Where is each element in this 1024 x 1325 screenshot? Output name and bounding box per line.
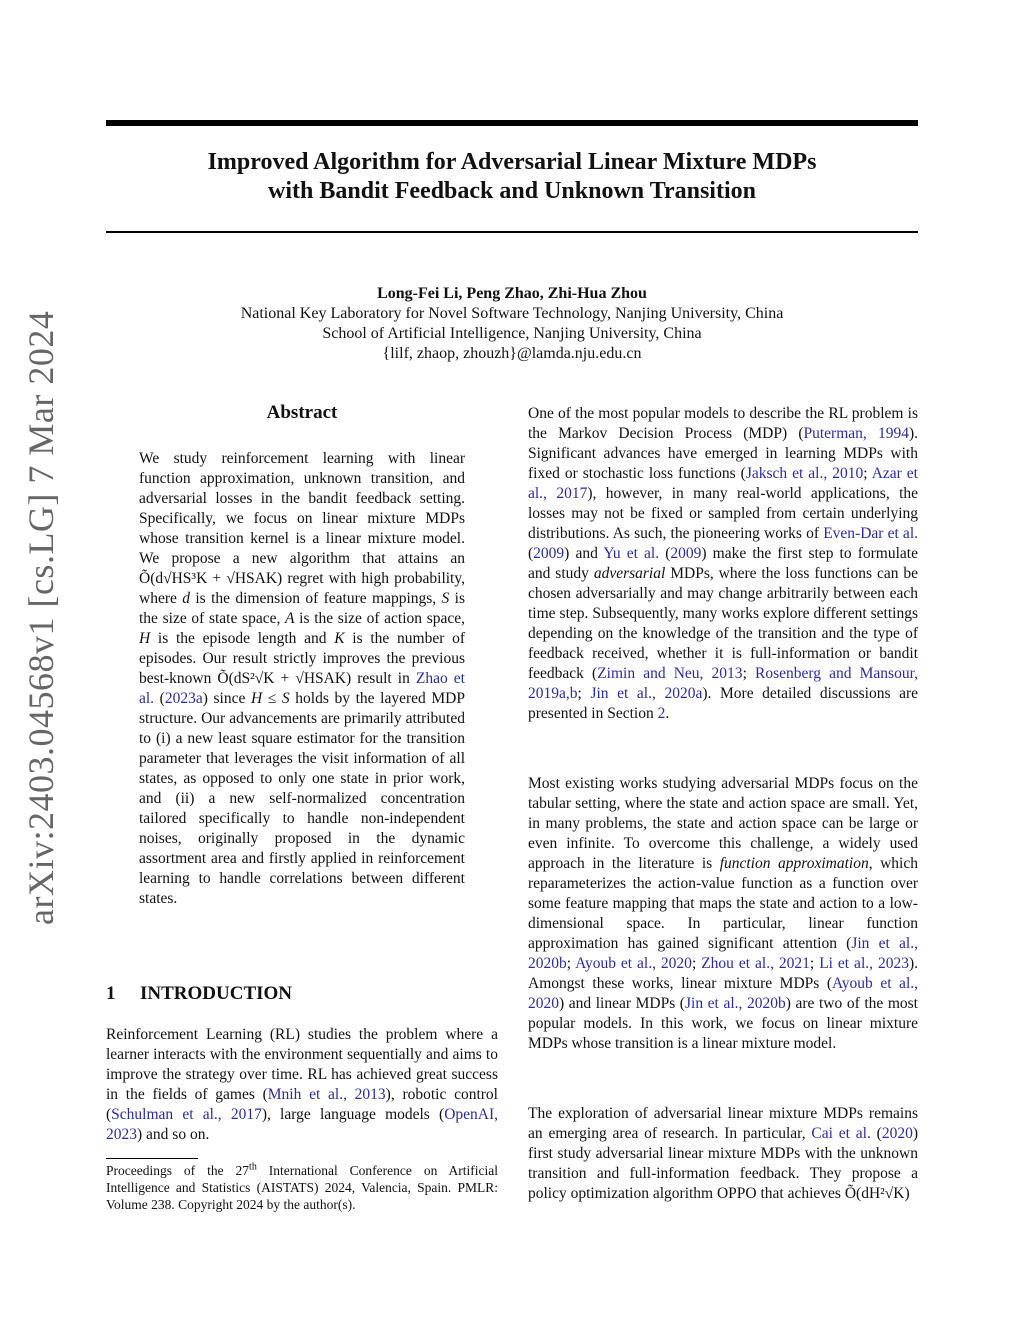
text: Reinforcement Learning (RL) studies the problem where a learner interacts with the environment sequentially and aims to improve the strategy over time. RL has achieved great success in the fields of games ( bbox=[106, 1026, 498, 1103]
emphasis: function approximation bbox=[719, 855, 869, 872]
footnote-rule bbox=[106, 1158, 198, 1159]
text: is the episode length and bbox=[150, 630, 335, 647]
text: . bbox=[665, 705, 670, 722]
author-email[interactable]: {lilf, zhaop, zhouzh}@lamda.nju.edu.cn bbox=[382, 345, 642, 362]
text: is the dimension of feature mappings, bbox=[190, 590, 442, 607]
affiliation-1: National Key Laboratory for Novel Software Technology, Nanjing University, China bbox=[240, 305, 784, 322]
text: International Conference on Artificial Intelligence and Statistics (AISTATS) 2024, Valencia, Spain. PMLR: Volume 238. Copyright 2024 by the author(s). bbox=[106, 1163, 498, 1212]
intro-paragraph-1 bbox=[106, 1025, 498, 1145]
math-var: S bbox=[441, 590, 450, 607]
text: ) first study adversarial linear mixture MDPs with the unknown transition and full-information feedback. They propose a policy optimization algorithm OPPO that achieves bbox=[528, 1125, 918, 1202]
citation-link[interactable]: Zhou et al., 2021 bbox=[701, 955, 810, 972]
text: ). More detailed discussions are presented in Section bbox=[528, 685, 918, 722]
text: ; bbox=[566, 955, 576, 972]
text: holds by the layered MDP structure. Our advancements are primarily attributed to (i) a new least square estimator for the transition parameter that leverages the visit information of all states, as opposed to only one state in prior work, and (ii) a new self-normalized concentration tailored specifically to handle non-independent noises, originally proposed in the dynamic assortment area and firstly applied in reinforcement learning to handle correlations between different states. bbox=[139, 690, 465, 907]
text: ) are two of the most popular models. In this work, we focus on linear mixture MDPs whose transition is a linear mixture model. bbox=[528, 995, 918, 1052]
section-title: INTRODUCTION bbox=[140, 983, 293, 1004]
citation-link[interactable]: Schulman et al., 2017 bbox=[111, 1106, 262, 1123]
right-paragraph-1 bbox=[528, 404, 918, 724]
text: The exploration of adversarial linear mixture MDPs remains an emerging area of research. In particular, bbox=[528, 1105, 918, 1142]
math-oppo-bound: Õ(dH²√K) bbox=[844, 1185, 910, 1202]
citation-link[interactable]: OpenAI, 2023 bbox=[106, 1106, 498, 1143]
citation-link[interactable]: Mnih et al., 2013 bbox=[267, 1086, 386, 1103]
text: ; bbox=[809, 955, 820, 972]
math-var: K bbox=[334, 630, 345, 647]
citation-link[interactable]: Zhao et al. bbox=[139, 670, 465, 707]
text: ; bbox=[691, 955, 702, 972]
text: ), large language models ( bbox=[261, 1106, 445, 1123]
text: regret with high probability, where bbox=[139, 570, 465, 607]
text: ) and so on. bbox=[137, 1126, 210, 1143]
citation-link[interactable]: Jaksch et al., 2010 bbox=[745, 465, 864, 482]
citation-link[interactable]: 2009 bbox=[670, 545, 702, 562]
citation-link[interactable]: Jin et al., 2020b bbox=[684, 995, 786, 1012]
author-names: Long-Fei Li, Peng Zhao, Zhi-Hua Zhou bbox=[377, 285, 647, 302]
text: ) since bbox=[202, 690, 251, 707]
text: result in bbox=[351, 670, 416, 687]
emphasis: adversarial bbox=[593, 565, 666, 582]
citation-link[interactable]: Ayoub et al., 2020 bbox=[528, 975, 918, 1012]
text: , which reparameterizes the action-value function as a function over some feature mapping that maps the state and action to a low-dimensional space. In particular, linear function approximation has gained significant attention ( bbox=[528, 855, 918, 952]
text: is the size of state space, bbox=[139, 590, 466, 627]
paper-title bbox=[106, 148, 918, 206]
math-inequality: H ≤ S bbox=[250, 690, 290, 707]
abstract-heading: Abstract bbox=[266, 402, 338, 423]
text: ; bbox=[863, 465, 872, 482]
text: is the size of action space, bbox=[294, 610, 465, 627]
footnote bbox=[106, 1162, 498, 1213]
author-block bbox=[106, 284, 918, 364]
title-rule-top bbox=[106, 120, 918, 126]
citation-link[interactable]: Zimin and Neu, 2013 bbox=[597, 665, 743, 682]
section-number: 1 bbox=[106, 983, 116, 1004]
citation-link[interactable]: 2020 bbox=[881, 1125, 913, 1142]
text: ( bbox=[528, 545, 534, 562]
citation-link[interactable]: Azar et al., 2017 bbox=[528, 465, 918, 502]
title-line-1: Improved Algorithm for Adversarial Linear Mixture MDPs bbox=[207, 149, 817, 175]
citation-link[interactable]: Rosenberg and Mansour, 2019a,b bbox=[528, 665, 918, 702]
citation-link[interactable]: Yu et al. bbox=[603, 545, 660, 562]
affiliation-2: School of Artificial Intelligence, Nanjing University, China bbox=[322, 325, 702, 342]
citation-link[interactable]: Cai et al. bbox=[811, 1125, 871, 1142]
citation-link[interactable]: Jin et al., 2020a bbox=[590, 685, 703, 702]
arxiv-identifier-stamp: arXiv:2403.04568v1 [cs.LG] 7 Mar 2024 bbox=[21, 310, 61, 925]
math-var: A bbox=[285, 610, 295, 627]
citation-link[interactable]: Ayoub et al., 2020 bbox=[575, 955, 692, 972]
abstract-body bbox=[139, 449, 465, 909]
superscript: th bbox=[249, 1161, 257, 1173]
text: MDPs, where the loss functions can be chosen adversarially and may change arbitrarily between each time step. Subsequently, many works explore different settings depending on the knowledge of the transition and the type of feedback received, whether it is full-information or bandit feedback ( bbox=[528, 565, 919, 682]
math-prior-bound: Õ(dS²√K + √HSAK) bbox=[217, 670, 352, 687]
text: ( bbox=[870, 1125, 882, 1142]
text: ; bbox=[577, 685, 591, 702]
text: ( bbox=[659, 545, 671, 562]
section-link[interactable]: 2 bbox=[657, 705, 666, 722]
section-heading-introduction bbox=[106, 983, 292, 1005]
text: ). Significant advances have emerged in learning MDPs with fixed or stochastic loss functions ( bbox=[528, 425, 918, 482]
text: ( bbox=[154, 690, 165, 707]
text: One of the most popular models to describe the RL problem is the Markov Decision Process (MDP) ( bbox=[528, 405, 918, 442]
citation-link[interactable]: 2023a bbox=[164, 690, 203, 707]
title-rule-bottom bbox=[106, 231, 918, 233]
citation-link[interactable]: Even-Dar et al. bbox=[823, 525, 918, 542]
text: ), however, in many real-world applications, the losses may not be fixed or sampled from certain underlying distributions. As such, the pioneering works of bbox=[528, 485, 919, 542]
text: ) make the first step to formulate and study bbox=[528, 545, 918, 582]
title-line-2: with Bandit Feedback and Unknown Transition bbox=[268, 178, 756, 204]
text: ) and linear MDPs ( bbox=[559, 995, 685, 1012]
citation-link[interactable]: Puterman, 1994 bbox=[803, 425, 909, 442]
citation-link[interactable]: Jin et al., 2020b bbox=[528, 935, 918, 972]
math-regret-bound: Õ(d√HS³K + √HSAK) bbox=[139, 570, 283, 587]
text: ), robotic control ( bbox=[106, 1086, 498, 1123]
math-var: d bbox=[182, 590, 190, 607]
text: ). Amongst these works, linear mixture MDPs ( bbox=[528, 955, 918, 992]
math-var: H bbox=[139, 630, 151, 647]
text: ) and bbox=[564, 545, 604, 562]
right-paragraph-2 bbox=[528, 774, 918, 1054]
text: Proceedings of the 27 bbox=[106, 1163, 250, 1178]
text: ; bbox=[742, 665, 755, 682]
citation-link[interactable]: Li et al., 2023 bbox=[819, 955, 909, 972]
right-paragraph-3 bbox=[528, 1104, 918, 1204]
text: We study reinforcement learning with linear function approximation, unknown transition, and adversarial losses in the bandit feedback setting. Specifically, we focus on linear mixture MDPs whose transition kernel is a linear mixture model. We propose a new algorithm that attains an bbox=[139, 450, 465, 567]
citation-link[interactable]: 2009 bbox=[533, 545, 565, 562]
text: is the number of episodes. Our result strictly improves the previous best-known bbox=[139, 630, 465, 687]
text: Most existing works studying adversarial MDPs focus on the tabular setting, where the state and action space are small. Yet, in many problems, the state and action space can be large or even infinite. To overcome this challenge, a widely used approach in the literature is bbox=[528, 775, 918, 872]
